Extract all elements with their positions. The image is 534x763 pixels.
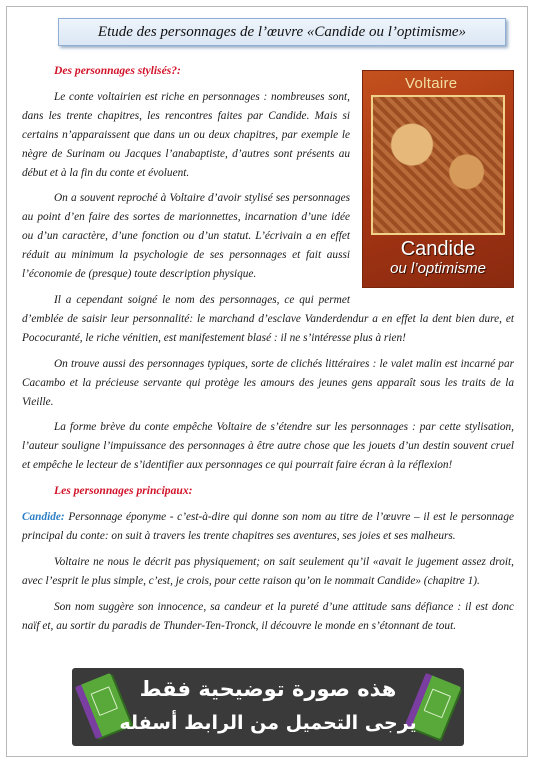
section-heading-main-characters: Les personnages principaux: — [54, 484, 193, 498]
banner-line-1: هذه صورة توضيحية فقط — [139, 677, 397, 701]
paragraph: Il a cependant soigné le nom des personnages, ce qui permet d’emblée de saisir leur personnalité: le marchand d’esclave Vanderdendur a en effet la dent bien dure, et Pococuranté, le riche vénitien, est manifestement blasé : il ne s’intéresse plus à rien! — [22, 293, 514, 344]
watermark-banner — [72, 668, 464, 746]
paragraph: La forme brève du conte empêche Voltaire de s’étendre sur les personnages : par cette stylisation, l’auteur souligne l’impuissance des personnages à être autre chose que les jouets d’un destin souvent cruel et empêche le lecteur de s’identifier aux personnages ce qui pourrait faire écran à la réflexion! — [22, 421, 514, 472]
banner-line-2: يرجى التحميل من الرابط أسفله — [119, 712, 417, 734]
cover-title: Candide — [400, 238, 476, 260]
paragraph: Le conte voltairien est riche en personnages : nombreuses sont, dans les trente chapitres, les rencontres faites par Candide. Mais si certains n’apparaissent que dans un ou deux chapitres, par exemple le nègre de Surinam ou Jacques l’anabaptiste, d’autres sont présents au début et à la fin du conte et évoluent. — [22, 90, 350, 179]
cover-subtitle: ou l’optimisme — [390, 260, 486, 277]
paragraph: Son nom suggère son innocence, sa candeur et la pureté d’une attitude sans défiance : il est donc naïf et, au sortir du paradis de Thunder-Ten-Tronck, il découvre le monde en s’étonnant de tout. — [22, 600, 514, 632]
cover-author: Voltaire — [405, 75, 458, 92]
page-title: Etude des personnages de l’œuvre «Candide ou l’optimisme» — [58, 18, 506, 46]
document-body — [22, 62, 514, 642]
candide-description: Personnage éponyme - c’est-à-dire qui donne son nom au titre de l’œuvre – il est le personnage principal du conte: on suit à travers les trente chapitres ses aventures, ses joies et ses malheurs. — [22, 511, 514, 542]
paragraph-candide — [22, 508, 514, 546]
paragraph: On a souvent reproché à Voltaire d’avoir stylisé ses personnages au point d’en faire des sortes de marionnettes, incarnation d’une idée ou d’un caractère, d’une fonction ou d’un statut. L’écrivain a en effet réduit au minimum la psychologie de ses personnages et fait aussi l’économie de (presque) toute description physique. — [22, 192, 350, 281]
paragraph: Voltaire ne nous le décrit pas physiquement; on sait seulement qu’il «avait le jugement assez droit, avec l’esprit le plus simple, c’est, je crois, pour cette raison qu’on le nommait Candide» (chapitre 1). — [22, 555, 514, 587]
book-cover-image — [362, 70, 514, 288]
section-heading-stylized: Des personnages stylisés?: — [54, 64, 181, 77]
paragraph: On trouve aussi des personnages typiques, sorte de clichés littéraires : le valet malin est incarné par Cacambo et la précieuse servante qui protège les amours des jeunes gens apparaît sous les traits de la Vieille. — [22, 357, 514, 408]
character-name-candide: Candide: — [22, 511, 65, 524]
cover-illustration — [371, 95, 505, 235]
